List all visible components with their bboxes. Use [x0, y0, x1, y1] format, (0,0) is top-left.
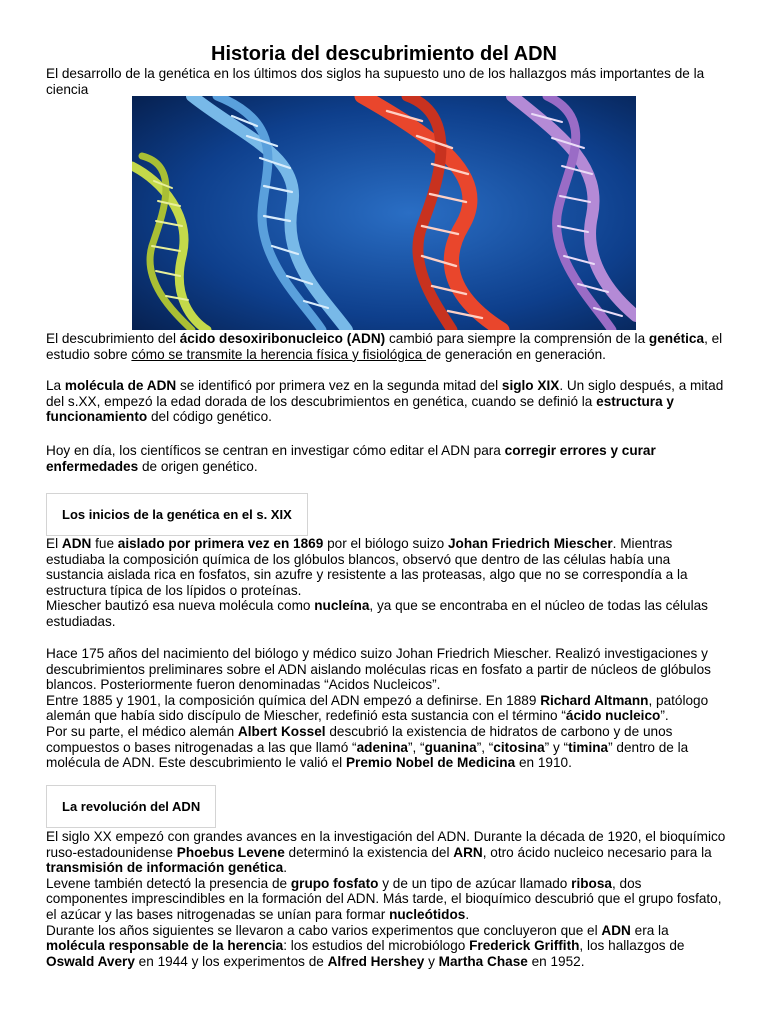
text-run: Alfred Hershey [327, 953, 425, 969]
text-run: Johan Friedrich Miescher [447, 536, 613, 551]
text-run: ” y “ [544, 739, 569, 755]
dna-illustration [132, 96, 636, 330]
text-run: cambió para siempre la comprensión de la [385, 331, 649, 346]
text-run: en 1952. [527, 953, 585, 969]
text-run: ”. [660, 708, 669, 724]
intro-text: El desarrollo de la genética en los últimos dos siglos ha supuesto uno de los hallazgos más importantes de la ciencia [46, 66, 705, 97]
text-run: ADN [601, 922, 631, 938]
text-run: aislado por primera vez en 1869 [117, 536, 324, 551]
paragraph-twentieth-century [46, 829, 726, 969]
text-run: ribosa [571, 875, 612, 891]
text-run: nucleína [314, 598, 370, 614]
text-run: El [46, 536, 62, 551]
text-run: Hoy en día, los científicos se centran en investigar cómo editar el ADN para [46, 443, 505, 458]
text-run: Albert Kossel [237, 723, 326, 739]
text-run: grupo fosfato [290, 875, 379, 891]
text-run: siglo XIX [501, 378, 560, 393]
paragraph-molecule [46, 378, 726, 425]
text-run: Durante los años siguientes se llevaron a cabo varios experimentos que concluyeron que el [46, 922, 602, 938]
text-run: Oswald Avery [46, 953, 135, 969]
text-run: descubrió la existencia de hidratos de carbono y de unos compuestos o bases nitrogenadas a las que llamó “ [46, 723, 673, 755]
text-run: El siglo XX empezó con grandes avances en la investigación del ADN. Durante la década de 1920, el bioquímico ruso-estadounidense [46, 829, 726, 860]
text-run: se identificó por primera vez en la segunda mitad del [176, 378, 502, 393]
text-run: de generación en generación. [426, 346, 606, 362]
text-run: ” dentro de la molécula de ADN. Este descubrimiento le valió el [46, 739, 689, 771]
text-run: adenina [356, 739, 408, 755]
text-run: Richard Altmann [540, 692, 649, 708]
text-run: . Mientras estudiaba la composición química de los glóbulos blancos, observó que dentro de las células había una sustancia aislada rica en fosfatos, sin azufre y resistente a las proteasas, algo que no se correspondía a la estructura típica de los lípidos o proteínas. [46, 536, 688, 598]
text-run: ”, “ [476, 739, 494, 755]
text-run: ”, “ [407, 739, 425, 755]
dna-hero-image [132, 96, 636, 330]
section-heading-revolution: La revolución del ADN [46, 785, 216, 828]
page-title: Historia del descubrimiento del ADN [211, 43, 557, 65]
text-run: Premio Nobel de Medicina [345, 755, 516, 771]
text-run: estructura y funcionamiento [46, 393, 674, 425]
section-heading-beginnings: Los inicios de la genética en el s. XIX [46, 493, 308, 536]
text-run: El descubrimiento del [46, 331, 180, 346]
text-run: molécula responsable de la herencia [46, 938, 284, 954]
text-run: en 1944 y los experimentos de [134, 953, 328, 969]
text-run: cómo se transmite la herencia física y fisiológica [131, 346, 427, 362]
paragraph-nucleic-acids [46, 646, 726, 771]
text-run: nucleótidos [389, 906, 466, 922]
text-run: citosina [493, 739, 545, 755]
text-run: timina [568, 739, 609, 755]
text-run: . [465, 906, 470, 922]
text-run: , patólogo alemán que había sido discípulo de Miescher, redefinió esta sustancia con el término “ [46, 692, 709, 724]
text-run: molécula de ADN [64, 378, 177, 393]
text-run: Hace 175 años del nacimiento del biólogo y médico suizo Johan Friedrich Miescher. Realizó investigaciones y descubrimientos preliminares sobre el ADN aislando moléculas ricas en fosfato a partir de núcleos de glóbulos blancos. Posteriormente fueron denominadas “Acidos Nucleicos”. [46, 646, 711, 693]
text-run: determinó la existencia del [284, 844, 454, 860]
text-run: corregir errores y curar enfermedades [46, 443, 656, 474]
text-run: en 1910. [515, 755, 572, 771]
text-run: , ya que se encontraba en el núcleo de todas las células estudiadas. [46, 598, 708, 629]
text-run: del código genético. [147, 409, 272, 425]
intro-paragraph [46, 66, 726, 97]
text-run: de origen genético. [138, 458, 258, 474]
paragraph-adn-discovery [46, 331, 726, 362]
text-run: , otro ácido nucleico necesario para la [482, 844, 712, 860]
text-run: , los hallazgos de [579, 938, 685, 954]
text-run: Entre 1885 y 1901, la composición química del ADN empezó a definirse. En 1889 [46, 692, 541, 708]
text-run: Levene también detectó la presencia de [46, 875, 291, 891]
text-run: . Un siglo después, a mitad del s.XX, empezó la edad dorada de los descubrimientos en genética, cuando se definió la [46, 378, 724, 409]
text-run: : los estudios del microbiólogo [283, 938, 470, 954]
text-run: Phoebus Levene [176, 844, 285, 860]
text-run: Martha Chase [438, 953, 528, 969]
text-run: genética [648, 331, 705, 346]
text-run: Por su parte, el médico alemán [46, 723, 238, 739]
text-run: transmisión de información genética [46, 860, 284, 876]
text-run: y [424, 953, 439, 969]
text-run: guanina [424, 739, 477, 755]
text-run: ARN [453, 844, 483, 860]
text-run: , dos componentes imprescindibles en la formación del ADN. Más tarde, el bioquímico descubrió que el grupo fosfato, el azúcar y las bases nitrogenadas se unían para formar [46, 875, 722, 922]
text-run: La [46, 378, 65, 393]
text-run: ADN [61, 536, 92, 551]
text-run: era la [630, 922, 669, 938]
text-run: por el biólogo suizo [323, 536, 448, 551]
paragraph-today [46, 443, 726, 474]
paragraph-miescher [46, 536, 726, 630]
text-run: y de un tipo de azúcar llamado [378, 875, 572, 891]
text-run: Frederick Griffith [469, 938, 580, 954]
text-run: ácido desoxiribonucleico (ADN) [179, 331, 386, 346]
text-run: fue [91, 536, 118, 551]
text-run: , el estudio sobre [46, 331, 723, 362]
text-run: ácido nucleico [565, 708, 661, 724]
text-run: . [283, 860, 287, 876]
text-run: Miescher bautizó esa nueva molécula como [46, 598, 315, 614]
